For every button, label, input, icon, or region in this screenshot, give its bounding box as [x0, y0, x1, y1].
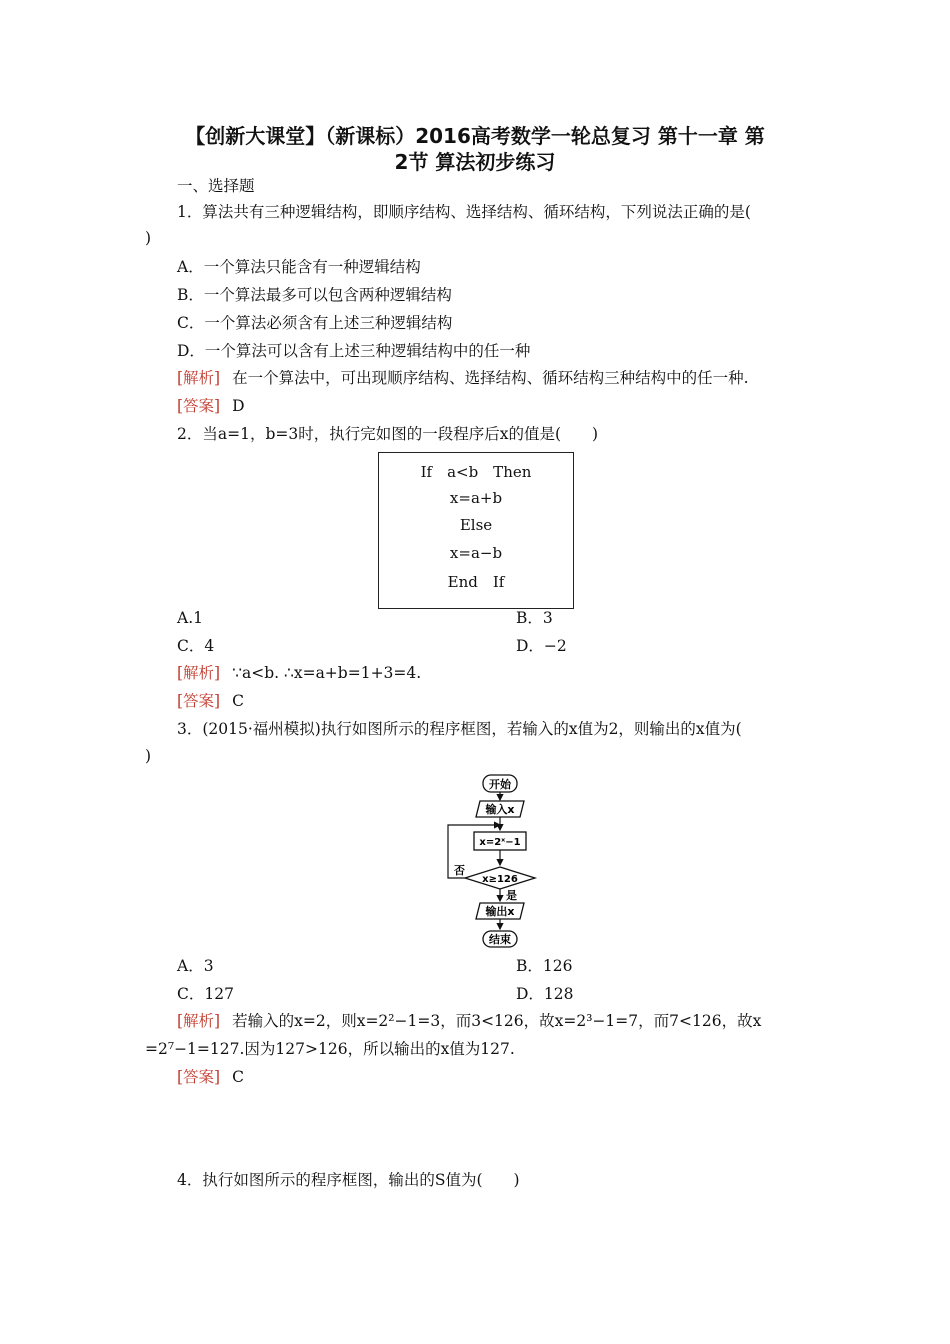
- answer-tag: [答案]: [177, 692, 221, 710]
- code-line-endif: End If: [447, 573, 505, 591]
- answer-text: D: [232, 397, 245, 415]
- doc-title-line2: 2节 算法初步练习: [394, 150, 556, 174]
- q1-option-d: D．一个算法可以含有上述三种逻辑结构中的任一种: [177, 342, 531, 360]
- answer-tag: [答案]: [177, 1068, 221, 1086]
- q3-flowchart: [440, 770, 550, 950]
- q1-stem-line2: ): [145, 229, 152, 247]
- analysis-text: 在一个算法中，可出现顺序结构、选择结构、循环结构三种结构中的任一种.: [232, 369, 749, 387]
- analysis-tag: [解析]: [177, 1012, 221, 1030]
- q2-code-box: [378, 452, 574, 609]
- q2-option-c: C．4: [177, 637, 215, 655]
- code-line-else-body: x=a−b: [449, 544, 503, 562]
- q2-option-b: B．3: [516, 609, 553, 627]
- q2-option-a: A.1: [177, 609, 203, 627]
- flow-input-label: 输入x: [485, 803, 515, 816]
- code-line-if: If a<b Then: [420, 463, 532, 481]
- q1-answer: [177, 396, 245, 416]
- q4-stem: 4．执行如图所示的程序框图，输出的S值为( ): [177, 1171, 520, 1189]
- analysis-text: 若输入的x=2，则x=2²−1=3，而3<126，故x=2³−1=7，而7<126，故x: [232, 1012, 762, 1030]
- answer-tag: [答案]: [177, 397, 221, 415]
- analysis-tag: [解析]: [177, 664, 221, 682]
- doc-title-line1: 【创新大课堂】（新课标）2016高考数学一轮总复习 第十一章 第: [185, 124, 765, 148]
- q3-option-c: C．127: [177, 985, 234, 1003]
- flow-process-label: x=2ˣ−1: [479, 837, 521, 848]
- answer-text: C: [232, 692, 244, 710]
- q2-option-d: D．−2: [516, 637, 567, 655]
- q3-stem-line2: ): [145, 747, 152, 765]
- code-line-then: x=a+b: [449, 489, 503, 507]
- q3-option-b: B．126: [516, 957, 573, 975]
- q3-answer: [177, 1067, 244, 1087]
- analysis-tag: [解析]: [177, 369, 221, 387]
- q2-stem: 2．当a=1，b=3时，执行完如图的一段程序后x的值是( ): [177, 425, 599, 443]
- q3-analysis-line2: =2⁷−1=127.因为127>126，所以输出的x值为127.: [145, 1040, 515, 1058]
- answer-text: C: [232, 1068, 244, 1086]
- q3-analysis-line1: [177, 1011, 761, 1031]
- flow-end-label: 结束: [489, 933, 511, 946]
- flow-output-label: 输出x: [485, 905, 515, 918]
- q3-option-a: A．3: [177, 957, 214, 975]
- q1-option-b: B．一个算法最多可以包含两种逻辑结构: [177, 286, 452, 304]
- q3-stem-line1: 3．(2015·福州模拟)执行如图所示的程序框图，若输入的x值为2，则输出的x值为(: [177, 720, 742, 738]
- q2-analysis: [177, 663, 421, 683]
- q3-option-d: D．128: [516, 985, 574, 1003]
- q1-option-a: A．一个算法只能含有一种逻辑结构: [177, 258, 421, 276]
- section-heading: 一、选择题: [177, 177, 255, 195]
- q1-analysis: [177, 368, 749, 388]
- flow-start-label: 开始: [489, 778, 511, 791]
- q1-stem-line1: 1．算法共有三种逻辑结构，即顺序结构、选择结构、循环结构，下列说法正确的是(: [177, 203, 751, 221]
- q1-option-c: C．一个算法必须含有上述三种逻辑结构: [177, 314, 453, 332]
- code-line-else: Else: [459, 516, 493, 534]
- flow-no-label: 否: [454, 864, 465, 877]
- q2-answer: [177, 691, 244, 711]
- analysis-text: ∵a<b. ∴x=a+b=1+3=4.: [232, 664, 422, 682]
- flow-decision-label: x≥126: [482, 874, 518, 885]
- flow-yes-label: 是: [506, 889, 517, 902]
